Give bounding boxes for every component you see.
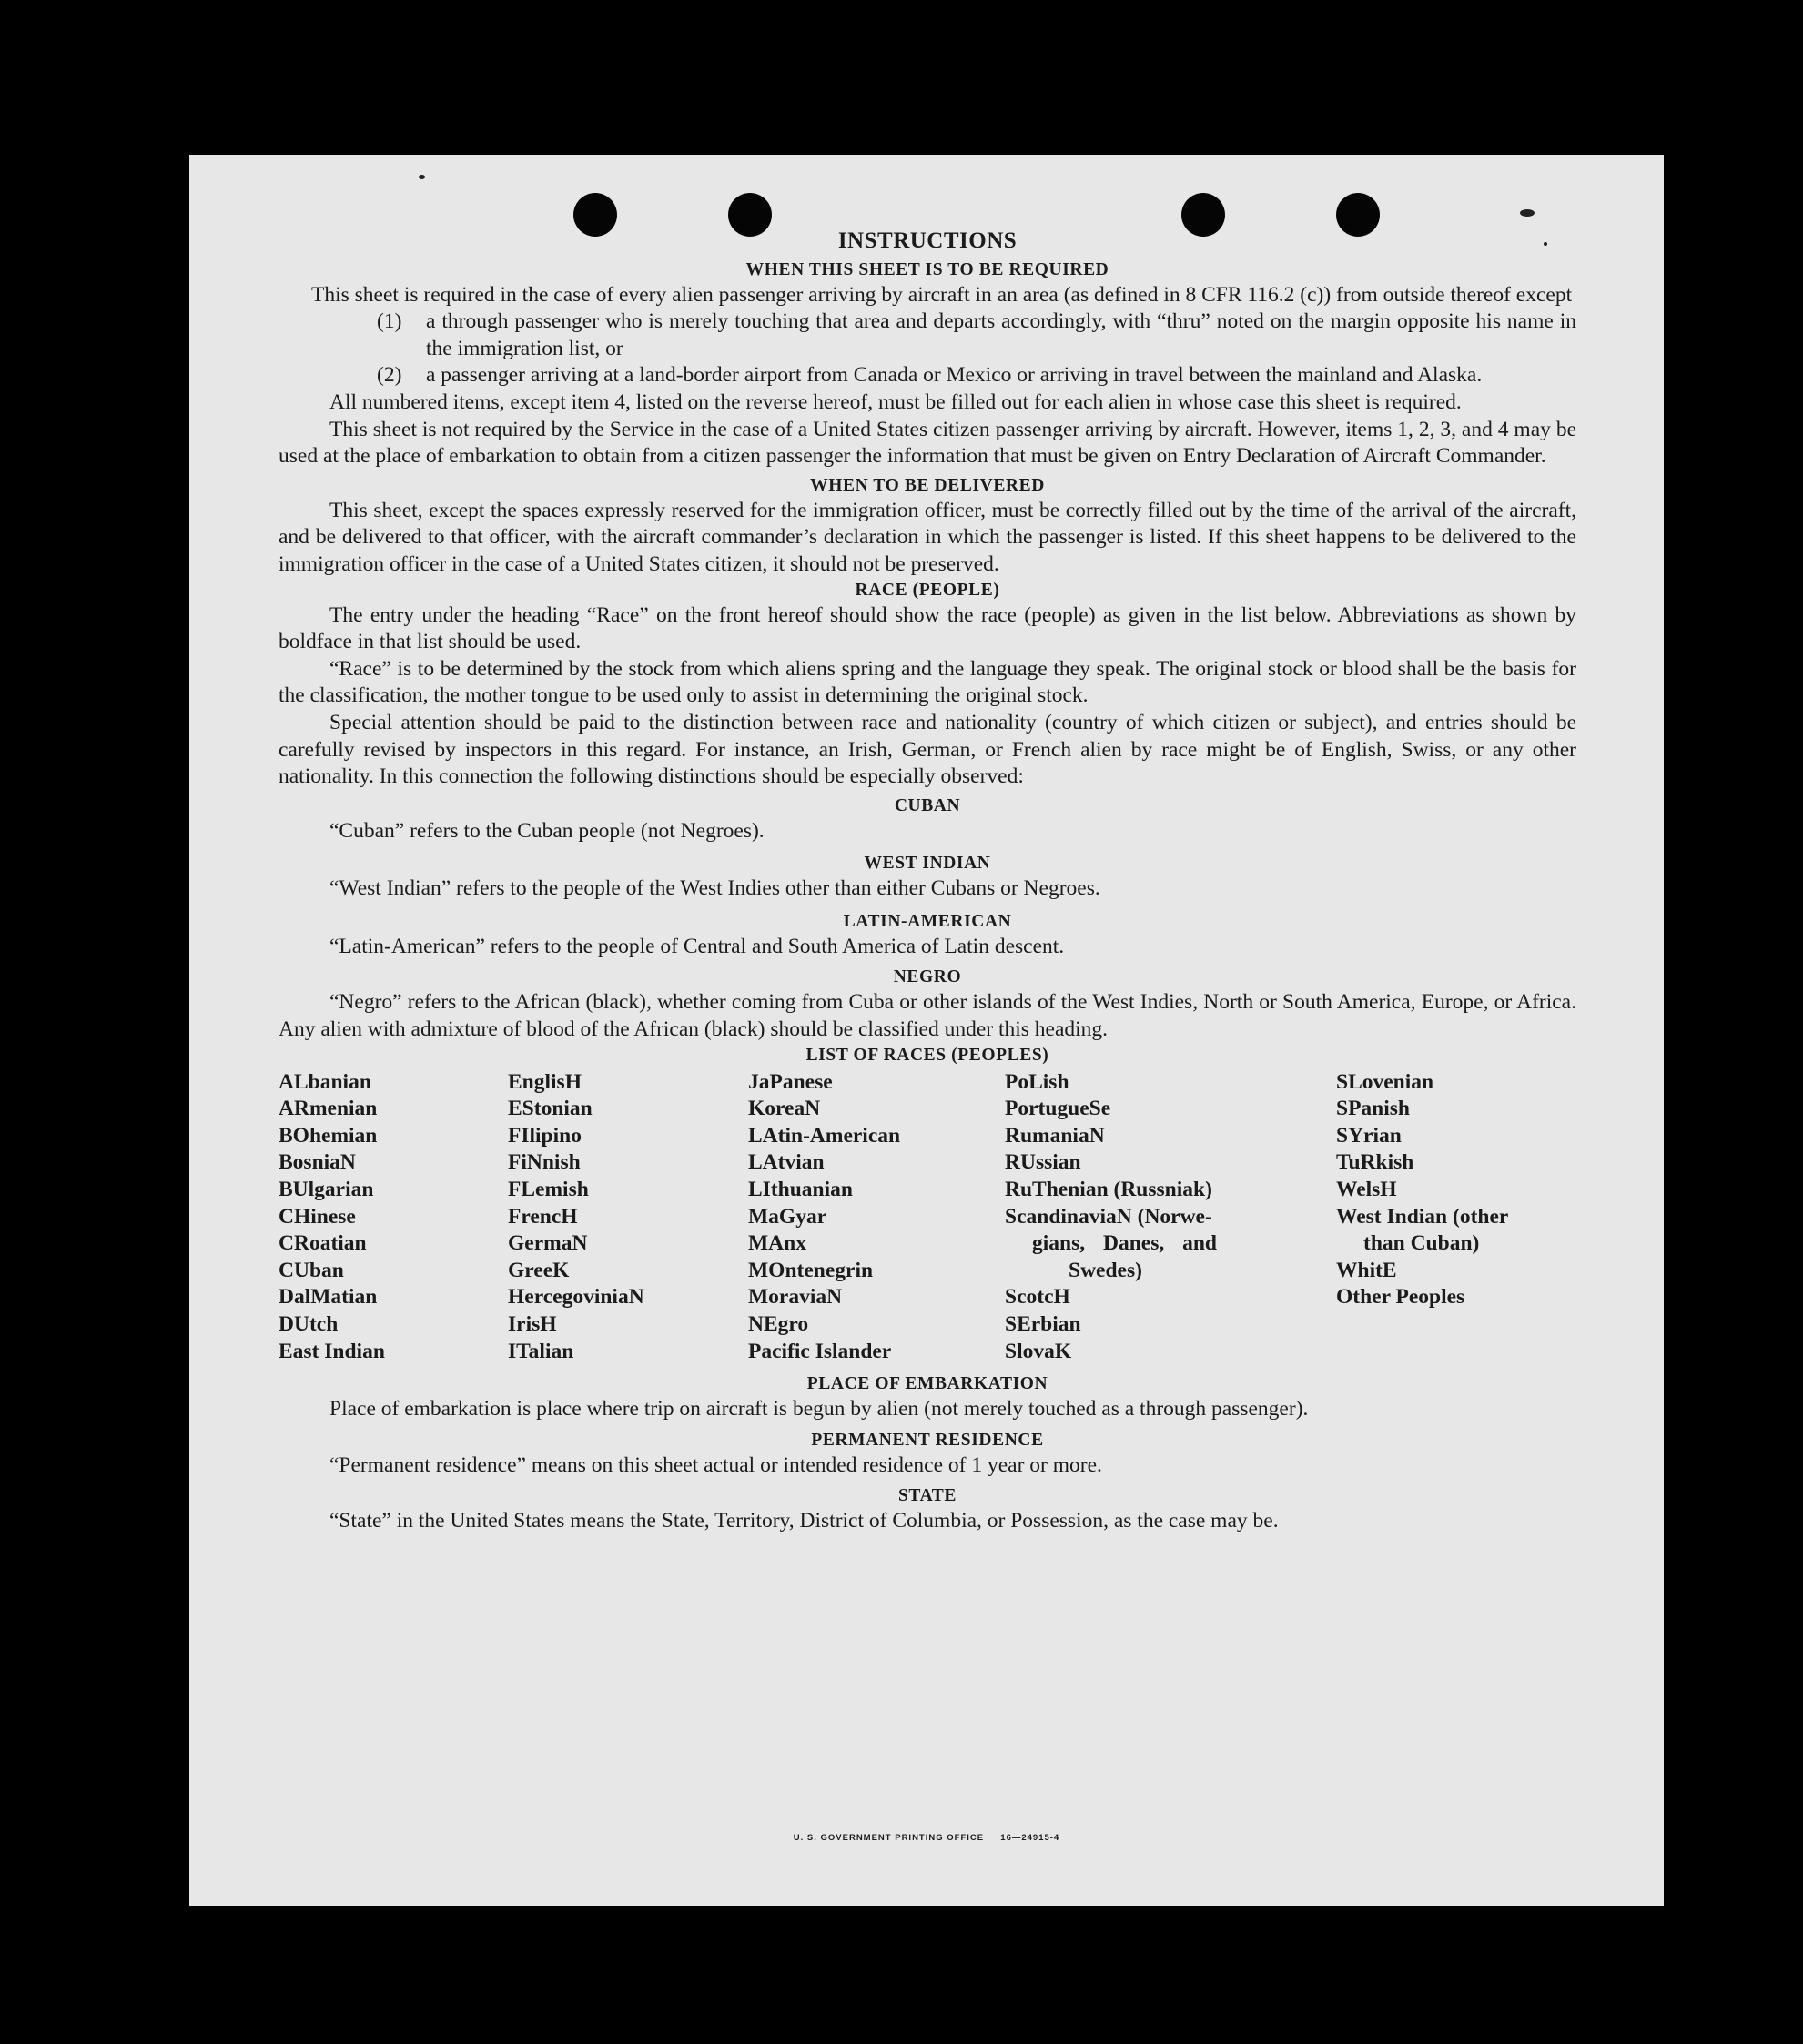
- race-entry: FrencH: [508, 1204, 578, 1229]
- race-entry: DUtch: [279, 1312, 339, 1336]
- race-column-2: [508, 1069, 748, 1366]
- race-entry: JaPanese: [748, 1069, 833, 1094]
- race-column-4: [1005, 1069, 1336, 1366]
- race-entry: FLemish: [508, 1178, 589, 1202]
- heading-permanent-residence: PERMANENT RESIDENCE: [811, 1430, 1044, 1450]
- race-para-2: “Race” is to be determined by the stock from which aliens spring and the language they speak. The original stock or blood shall be the basis for the classification, the mother tongue to be used only to assist in determining the original stock.: [279, 656, 1576, 708]
- race-entry: FiNnish: [508, 1150, 581, 1175]
- ink-speck: [419, 175, 425, 179]
- item-text: a passenger arriving at a land-border airport from Canada or Mexico or arriving in travel between the mainland and Alaska.: [426, 363, 1483, 388]
- race-entry: Pacific Islander: [748, 1339, 892, 1363]
- item-text: a through passenger who is merely touching that area and departs accordingly, with “thru” noted on the margin opposite his name in the immigration list, or: [426, 309, 1576, 360]
- exception-item-2: [279, 362, 1576, 390]
- delivered-text: This sheet, except the spaces expressly reserved for the immigration officer, must be correctly filled out by the time of the arrival of the aircraft, and be delivered to that officer, with the aircraft commander’s declaration in which the passenger is listed. If this sheet happens to be delivered to the immigration officer in the case of a United States citizen, it should not be preserved.: [279, 498, 1576, 576]
- heading-when-required: WHEN THIS SHEET IS TO BE REQUIRED: [745, 259, 1109, 279]
- race-entry: RuThenian (Russniak): [1005, 1178, 1212, 1202]
- instructions-text: [279, 228, 1576, 1535]
- heading-embarkation: PLACE OF EMBARKATION: [806, 1374, 1048, 1394]
- item-number: (2): [377, 363, 402, 388]
- printing-office-imprint: U. S. GOVERNMENT PRINTING OFFICE 16—24915-4: [793, 1833, 1060, 1843]
- race-entry-continued: gians, Danes, and: [1032, 1231, 1217, 1256]
- race-entry: ALbanian: [279, 1069, 371, 1094]
- race-entry: ITalian: [508, 1339, 574, 1363]
- race-entry: MoraviaN: [748, 1285, 843, 1310]
- race-list: [279, 1069, 1576, 1366]
- heading-state: STATE: [897, 1486, 957, 1506]
- race-entry: LAtvian: [748, 1150, 825, 1175]
- race-entry: RUssian: [1005, 1150, 1081, 1175]
- race-entry: BosniaN: [279, 1150, 356, 1175]
- race-entry: PortugueSe: [1005, 1097, 1111, 1121]
- race-entry: Other Peoples: [1336, 1285, 1465, 1310]
- race-entry: BUlgarian: [279, 1178, 374, 1202]
- race-column-1: [279, 1069, 508, 1366]
- race-entry: West Indian (other: [1336, 1204, 1509, 1229]
- residence-text: “Permanent residence” means on this sheet actual or intended residence of 1 year or more.: [329, 1452, 1102, 1477]
- race-column-3: [748, 1069, 1005, 1366]
- race-entry: CHinese: [279, 1204, 356, 1229]
- race-entry: RumaniaN: [1005, 1123, 1105, 1148]
- exception-item-1: [279, 309, 1576, 362]
- race-entry: TuRkish: [1336, 1150, 1414, 1175]
- embarkation-text: Place of embarkation is place where trip on aircraft is begun by alien (not merely touched as a through passenger).: [329, 1397, 1309, 1422]
- heading-list-of-races: LIST OF RACES (PEOPLES): [805, 1045, 1049, 1065]
- race-entry: LAtin-American: [748, 1123, 901, 1148]
- latin-american-text: “Latin-American” refers to the people of Central and South America of Latin descent.: [329, 934, 1065, 958]
- race-entry: DalMatian: [279, 1285, 378, 1310]
- cuban-text: “Cuban” refers to the Cuban people (not Negroes).: [329, 818, 765, 843]
- heading-west-indian: WEST INDIAN: [864, 854, 991, 874]
- race-para-1: The entry under the heading “Race” on the front hereof should show the race (people) as given in the list below. Abbreviations as shown by boldface in that list should be used.: [279, 602, 1576, 654]
- race-entry: WhitE: [1336, 1258, 1397, 1282]
- race-entry: EStonian: [508, 1097, 593, 1121]
- race-entry: SErbian: [1005, 1312, 1081, 1336]
- race-entry: SPanish: [1336, 1097, 1410, 1121]
- race-entry-continued: than Cuban): [1363, 1231, 1480, 1256]
- race-entry: FIlipino: [508, 1123, 582, 1148]
- race-entry: CUban: [279, 1258, 344, 1282]
- race-entry-continued: Swedes): [1069, 1258, 1142, 1282]
- race-entry: MOntenegrin: [748, 1258, 874, 1282]
- required-para-3: This sheet is not required by the Service in the case of a United States citizen passenger arriving by aircraft. However, items 1, 2, 3, and 4 may be used at the place of embarkation to obtain from a citizen passenger the information that must be given on Entry Declaration of Aircraft Commander.: [279, 417, 1576, 469]
- document-sheet: [189, 155, 1664, 1906]
- race-entry: SYrian: [1336, 1123, 1402, 1148]
- race-entry: HercegoviniaN: [508, 1285, 644, 1310]
- race-entry: GreeK: [508, 1258, 570, 1282]
- page-title: INSTRUCTIONS: [837, 228, 1018, 253]
- heading-negro: NEGRO: [893, 967, 962, 987]
- race-entry: WelsH: [1336, 1178, 1397, 1202]
- negro-text: “Negro” refers to the African (black), whether coming from Cuba or other islands of the West Indies, North or South America, Europe, or Africa. Any alien with admixture of blood of the African (black) should be classified under this heading.: [279, 990, 1576, 1042]
- required-intro: This sheet is required in the case of every alien passenger arriving by aircraft in an area (as defined in 8 CFR 116.2 (c)) from outside thereof except: [311, 282, 1573, 307]
- race-entry: East Indian: [279, 1339, 385, 1363]
- race-entry: LIthuanian: [748, 1178, 853, 1202]
- item-number: (1): [377, 309, 402, 334]
- race-entry: MAnx: [748, 1231, 806, 1256]
- race-entry: MaGyar: [748, 1204, 827, 1229]
- race-entry: ScandinaviaN (Norwe-: [1005, 1204, 1212, 1229]
- race-para-3: Special attention should be paid to the distinction between race and nationality (country of which citizen or subject), and entries should be carefully revised by inspectors in this regard. For instance, an Irish, German, or French alien by race might be of English, Swiss, or any other nationality. In this connection the following distinctions should be especially observed:: [279, 710, 1576, 789]
- heading-cuban: CUBAN: [894, 795, 961, 815]
- race-entry: ARmenian: [279, 1097, 378, 1121]
- state-text: “State” in the United States means the State, Territory, District of Columbia, or Possession, as the case may be.: [329, 1509, 1279, 1533]
- race-entry: EnglisH: [508, 1069, 582, 1094]
- heading-latin-american: LATIN-AMERICAN: [843, 911, 1012, 931]
- race-entry: IrisH: [508, 1312, 557, 1336]
- race-entry: KoreaN: [748, 1097, 821, 1121]
- ink-speck: [1520, 209, 1535, 217]
- race-entry: BOhemian: [279, 1123, 378, 1148]
- west-indian-text: “West Indian” refers to the people of the West Indies other than either Cubans or Negroes.: [329, 876, 1100, 901]
- heading-when-delivered: WHEN TO BE DELIVERED: [810, 475, 1045, 495]
- race-entry: NEgro: [748, 1312, 809, 1336]
- race-entry: GermaN: [508, 1231, 588, 1256]
- race-entry: SLovenian: [1336, 1069, 1434, 1094]
- race-entry: CRoatian: [279, 1231, 367, 1256]
- race-entry: PoLish: [1005, 1069, 1069, 1094]
- race-column-5: [1336, 1069, 1508, 1366]
- heading-race: RACE (PEOPLE): [855, 580, 1000, 600]
- race-entry: SlovaK: [1005, 1339, 1072, 1363]
- required-para-2: All numbered items, except item 4, listed on the reverse hereof, must be filled out for each alien in whose case this sheet is required.: [329, 390, 1462, 414]
- race-entry: ScotcH: [1005, 1285, 1070, 1310]
